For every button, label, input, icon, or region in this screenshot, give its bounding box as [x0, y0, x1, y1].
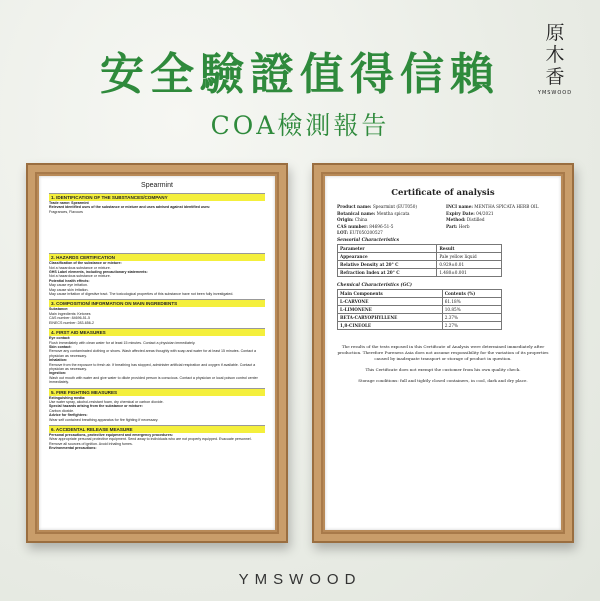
logo-glyph-bottom: 香 [545, 66, 565, 88]
logo-small-text: YMSWOOD [537, 90, 573, 96]
table-cell: L-CARVONE [338, 298, 443, 306]
coa-field-value: China [354, 217, 368, 222]
table-row [338, 269, 502, 277]
table-cell: Contents (%) [442, 290, 502, 298]
sds-section [49, 425, 265, 451]
sds-line: Trade name: Spearmint [49, 201, 89, 205]
coa-field [337, 224, 440, 229]
sds-line: Special hazards arising from the substance or mixture: [49, 404, 143, 409]
sds-line: Inhalation: [49, 358, 68, 363]
brand-name: YMSWOOD [238, 571, 362, 588]
table-row [338, 322, 502, 330]
table-cell: Appearance [338, 253, 437, 261]
sds-line: Wear appropriate personal protective equipment. Send away to individuals who are not properly equipped. Evacuate personnel. Remove all sources of ignition. Avoid inhaling fumes. [49, 437, 252, 446]
coa-field-value: 84696-51-5 [369, 223, 394, 229]
coa-field-key: CAS number: [337, 223, 368, 229]
table-row [338, 253, 502, 261]
table-cell: Main Components [338, 290, 443, 298]
sds-section [49, 388, 265, 422]
sds-line: May cause eye irritation. [49, 283, 88, 288]
table-cell: 10.85% [442, 306, 502, 314]
right-frame [312, 163, 574, 543]
sds-section-heading: 6. ACCIDENTAL RELEASE MEASURE [49, 425, 265, 433]
coa-note: Storage conditions: full and tightly closed containers, in cool, dark and dry place. [358, 378, 528, 383]
coa-field-value: Spearmint (EUT050) [372, 204, 417, 209]
table-row [338, 298, 502, 306]
sds-line: May cause irritation of digestive tract. The toxicological properties of this substance have not been fully investigated. [49, 292, 234, 297]
sds-section-heading: 5. FIRE FIGHTING MEASURES [49, 388, 265, 396]
coa-field [337, 211, 440, 216]
sds-line: Classification of the substance or mixture: [49, 261, 122, 266]
table-cell: 61.18% [442, 298, 502, 306]
coa-note: This Certificate does not exempt the customer from his own quality check. [365, 367, 521, 372]
coa-field-key: Origin: [337, 217, 354, 222]
sds-section [49, 299, 265, 325]
spacer [49, 214, 265, 250]
sds-section-heading: 3. COMPOSITION/ INFORMATION ON MAIN INGREDIENTS [49, 299, 265, 307]
coa-field-value: Mentha spicata [376, 210, 410, 216]
sds-line: Ingestion: [49, 371, 67, 376]
coa-field [446, 224, 549, 229]
sds-line: GHS Label elements, including precautionary statements: [49, 270, 148, 275]
chemical-title: Chemical Characteristics (GC) [337, 283, 412, 288]
table-cell: 2.27% [442, 322, 502, 330]
table-cell: Result [437, 245, 502, 253]
coa-field [446, 211, 549, 216]
table-cell: Parameter [338, 245, 437, 253]
sds-section [49, 253, 265, 296]
table-cell: 1,8-CINEOLE [338, 322, 443, 330]
sds-line: Not a hazardous substance or mixture. [49, 274, 111, 279]
table-cell: Pale yellow liquid [437, 253, 502, 261]
sds-line: Wash out mouth with water and give water to dilute provided person is conscious. Contact a physician or local poison control center immediately. [49, 375, 258, 385]
sds-section [49, 328, 265, 384]
coa-field-key: Botanical name: [337, 210, 376, 216]
table-cell: Relative Density at 20° C [338, 261, 437, 269]
coa-field-value: Distilled [466, 217, 485, 222]
coa-field [446, 217, 549, 222]
sds-line: Use water spray, alcohol-resistant foam, dry chemical or carbon dioxide. [49, 399, 164, 404]
coa-field [337, 204, 440, 209]
sds-line: Fragrances, Flavours [49, 209, 83, 214]
sds-line: Substance: [49, 307, 69, 312]
table-row [338, 290, 502, 298]
sds-line: Flush immediately with clean water for at least 15 minutes. Contact a physician immediately. [49, 340, 196, 345]
table-cell: BETA-CARYOPHYLLENE [338, 314, 443, 322]
coa-note: The results of the tests exposed in this Certificate of Analysis were determined immediately after production. Therefore Pureness Asia does not assume responsibility for the variation of its properties caused by inadequate transport or storage of product in question. [337, 344, 549, 361]
table-row [338, 261, 502, 269]
sds-line: Remove from the exposure to fresh air. If breathing has stopped, administer artificial respiration and oxygen if available. Contact a physician as necessary. [49, 362, 256, 371]
table-cell: L-LIMONENE [338, 306, 443, 314]
table-row [338, 306, 502, 314]
table-cell: 1.480±0.001 [437, 269, 502, 277]
brand-logo [532, 22, 578, 96]
sds-sheet [39, 176, 275, 530]
table-row [338, 245, 502, 253]
coa-field-key: Expiry Date: [446, 210, 475, 216]
sds-line: Advice for firefighters: [49, 413, 88, 418]
coa-sheet [325, 176, 561, 530]
table-row [338, 314, 502, 322]
sds-line: Remove any contaminated clothing or shoes. Wash affected areas thoughly with soap and water for at least 15 minutes. Contact a physician as necessary. [49, 349, 256, 358]
sds-title: Spearmint [141, 182, 173, 189]
sds-line: May cause skin irritation. [49, 287, 89, 292]
coa-field-key: Part: [446, 223, 458, 229]
sds-line: Potential health effects: [49, 278, 90, 283]
coa-field-value: 04/2021 [476, 210, 494, 216]
coa-field-key: Product name: [337, 204, 372, 209]
coa-field-key: LOT: [337, 230, 349, 235]
sds-line: Main ingredients: Ketones [49, 311, 91, 316]
sds-line: CAS number: 84696-51-5 [49, 316, 90, 321]
subheadline: COA檢測報告 [210, 111, 390, 140]
coa-field [446, 204, 549, 209]
sds-section [49, 193, 265, 214]
table-cell: 2.37% [442, 314, 502, 322]
coa-field-value: Herb [458, 223, 470, 229]
sds-line: Wear self contained breathing apparatus for fire fighting if necessary. [49, 417, 159, 422]
coa-field [337, 217, 440, 222]
sds-line: Environmental precautions: [49, 446, 97, 451]
headline: 安全驗證值得信賴 [100, 49, 500, 100]
sensorial-title: Sensorial Characteristics [337, 238, 400, 243]
table-cell: Refraction Index at 20° C [338, 269, 437, 277]
sds-line: Relevant identified uses of the substance or mixture and uses advised against identified uses: [49, 205, 211, 210]
sds-line: Extinguishing media: [49, 395, 86, 400]
coa-field [446, 230, 549, 235]
sds-line: Skin contact: [49, 344, 72, 349]
coa-field-key: Method: [446, 217, 466, 222]
sds-section-heading: 4. FIRST AID MEASURES [49, 328, 265, 336]
sensorial-table [337, 244, 502, 277]
coa-notes [337, 344, 549, 384]
sds-line: Eye contact: [49, 336, 71, 341]
sds-section-heading: 1. IDENTIFICATION OF THE SUBSTANCES/COMPANY [49, 193, 265, 201]
coa-field [337, 230, 440, 235]
coa-fields [337, 204, 549, 235]
chemical-table [337, 289, 502, 330]
sds-line: EINECS number: 283-656-2 [49, 320, 94, 325]
coa-field-value: MENTHA SPICATA HERB OIL [474, 204, 539, 209]
logo-glyph-top: 原 [545, 22, 565, 44]
sds-section-heading: 2. HAZARDS CERTIFICATION [49, 253, 265, 261]
left-frame [26, 163, 288, 543]
coa-title: Certificate of analysis [391, 188, 495, 198]
coa-field-value: EUT050200527 [349, 230, 383, 235]
coa-field-key: INCI name: [446, 204, 473, 209]
sds-line: Not a hazardous substance or mixture. [49, 265, 111, 270]
sds-line: Personal precautions, protective equipment and emergency procedures: [49, 433, 174, 437]
logo-glyph-mid: 木 [545, 44, 565, 66]
sds-line: Carbon dioxide. [49, 408, 75, 413]
table-cell: 0.929±0.01 [437, 261, 502, 269]
